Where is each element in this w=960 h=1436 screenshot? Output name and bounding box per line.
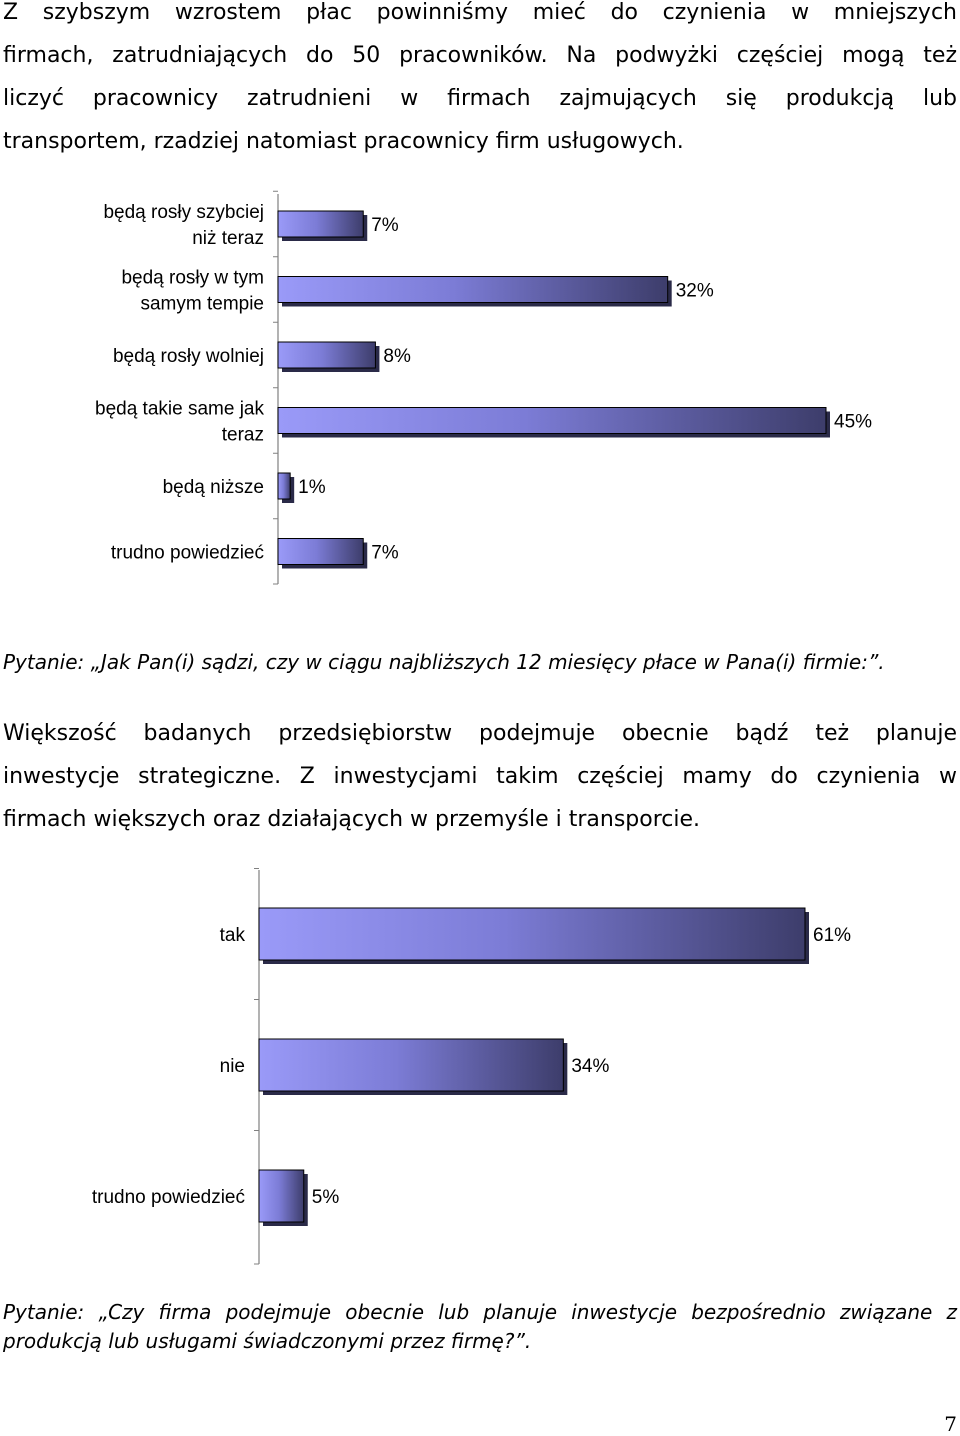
question-1 <box>3 648 957 676</box>
question-1-text: „Jak Pan(i) sądzi, czy w ciągu najbliższych 12 miesięcy płace w Pana(i) firmie:”. <box>90 650 885 674</box>
category-label: będą rosły w tym <box>121 267 264 289</box>
intro-line: liczyć pracownicy zatrudnieni w firmach zajmujących się produkcją lub <box>3 86 957 111</box>
category-label: teraz <box>221 424 264 446</box>
middle-paragraph <box>3 712 957 841</box>
middle-line: inwestycje strategiczne. Z inwestycjami takim częściej mamy do czynienia w <box>3 764 957 789</box>
chart-wage-forecast <box>0 180 960 600</box>
value-label: 1% <box>298 477 326 498</box>
bar <box>278 277 668 303</box>
intro-paragraph <box>3 0 957 163</box>
bar <box>259 1170 304 1222</box>
question-2-prefix: Pytanie: <box>3 1300 99 1324</box>
value-label: 7% <box>371 215 399 236</box>
bar <box>278 473 290 499</box>
category-label: tak <box>219 925 245 946</box>
question-1-prefix: Pytanie: <box>3 650 91 674</box>
value-label: 7% <box>371 542 399 564</box>
intro-line: firmach, zatrudniających do 50 pracowników. Na podwyżki częściej mogą też <box>3 43 957 68</box>
bar <box>278 342 375 368</box>
bar <box>278 211 363 237</box>
category-label: trudno powiedzieć <box>110 542 264 564</box>
value-label: 8% <box>383 346 411 367</box>
middle-line: Większość badanych przedsiębiorstw podejmuje obecnie bądź też planuje <box>3 721 957 746</box>
category-label: będą takie same jak <box>95 398 264 420</box>
category-label: samym tempie <box>140 293 264 315</box>
question-2 <box>3 1298 957 1356</box>
value-label: 34% <box>571 1056 610 1077</box>
bar <box>278 539 363 565</box>
category-label: będą niższe <box>162 477 264 498</box>
chart-investment-plans <box>0 860 960 1280</box>
category-label: będą rosły wolniej <box>112 346 264 367</box>
value-label: 61% <box>813 925 852 946</box>
page-number: 7 <box>944 1412 957 1436</box>
category-label: trudno powiedzieć <box>91 1187 245 1208</box>
bar <box>259 908 805 960</box>
bar <box>259 1039 563 1091</box>
category-label: nie <box>219 1056 245 1077</box>
category-label: niż teraz <box>192 228 264 249</box>
question-2-text: „Czy firma podejmuje obecnie lub planuje inwestycje bezpośrednio związane z produkcją lub usługami świadczonymi przez firmę?”. <box>3 1300 957 1353</box>
value-label: 5% <box>311 1187 340 1208</box>
value-label: 45% <box>834 411 873 433</box>
category-label: będą rosły szybciej <box>103 202 264 223</box>
intro-line: transportem, rzadziej natomiast pracownicy firm usługowych. <box>3 129 684 154</box>
bar <box>278 408 826 434</box>
value-label: 32% <box>675 280 714 302</box>
middle-line: firmach większych oraz działających w przemyśle i transporcie. <box>3 807 701 832</box>
intro-line: Z szybszym wzrostem płac powinniśmy mieć do czynienia w mniejszych <box>3 0 957 25</box>
